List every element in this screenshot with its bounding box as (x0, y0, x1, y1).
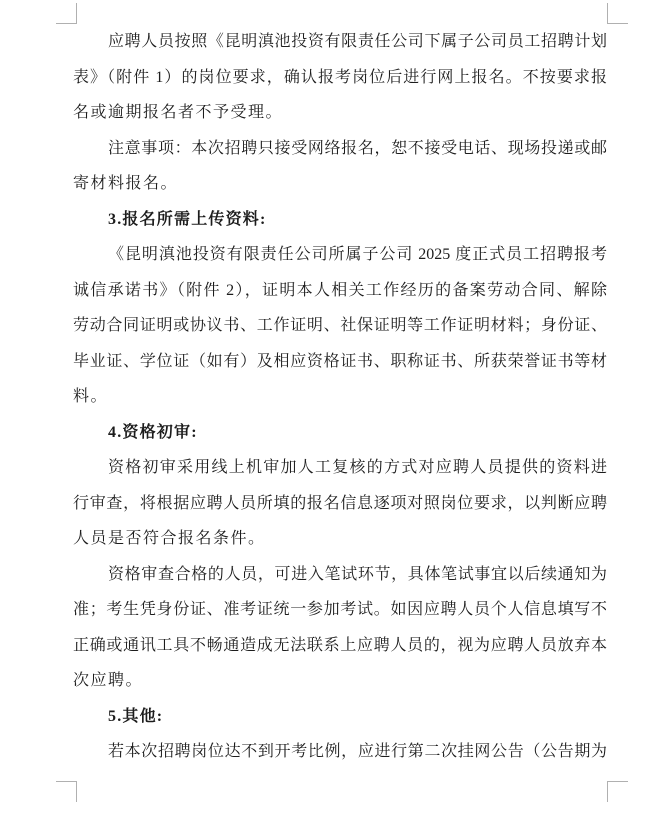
text-content (73, 24, 607, 770)
text-line: 人员是否符合报名条件。 (73, 530, 266, 547)
crop-mark-top-left (56, 3, 77, 24)
text-line: 准；考生凭身份证、准考证统一参加考试。如因应聘人员个人信息填写不 (73, 601, 607, 618)
text-line: 名或逾期报名者不予受理。 (73, 104, 284, 121)
text-line: 《昆明滇池投资有限责任公司所属子公司 2025 度正式员工招聘报考 (108, 246, 607, 263)
text-line: 次应聘。 (73, 672, 144, 689)
text-line: 表》（附件 1）的岗位要求，确认报考岗位后进行网上报名。不按要求报 (73, 68, 607, 86)
crop-mark-bottom-left (56, 781, 77, 802)
text-line: 毕业证、学位证（如有）及相应资格证书、职称证书、所获荣誉证书等材 (73, 352, 607, 370)
text-line: 应聘人员按照《昆明滇池投资有限责任公司下属子公司员工招聘计划 (108, 33, 607, 50)
section-heading: 4.资格初审: (108, 423, 198, 441)
crop-mark-bottom-right (607, 781, 628, 802)
text-line: 寄材料报名。 (73, 175, 179, 192)
section-heading: 5.其他: (108, 707, 164, 725)
text-line: 诚信承诺书》（附件 2），证明本人相关工作经历的备案劳动合同、解除 (73, 281, 607, 299)
text-line: 资格初审采用线上机审加人工复核的方式对应聘人员提供的资料进 (108, 459, 607, 476)
text-line: 行审查，将根据应聘人员所填的报名信息逐项对照岗位要求，以判断应聘 (73, 494, 607, 512)
text-line: 若本次招聘岗位达不到开考比例，应进行第二次挂网公告（公告期为 (108, 743, 607, 760)
text-line: 料。 (73, 388, 109, 405)
text-line: 劳动合同证明或协议书、工作证明、社保证明等工作证明材料；身份证、 (73, 317, 607, 334)
section-heading: 3.报名所需上传资料: (108, 210, 267, 228)
text-line: 注意事项：本次招聘只接受网络报名，恕不接受电话、现场投递或邮 (108, 139, 607, 157)
text-line: 正确或通讯工具不畅通造成无法联系上应聘人员的，视为应聘人员放弃本 (73, 636, 607, 654)
text-line: 资格审查合格的人员，可进入笔试环节，具体笔试事宜以后续通知为 (108, 565, 607, 583)
crop-mark-top-right (607, 3, 628, 24)
